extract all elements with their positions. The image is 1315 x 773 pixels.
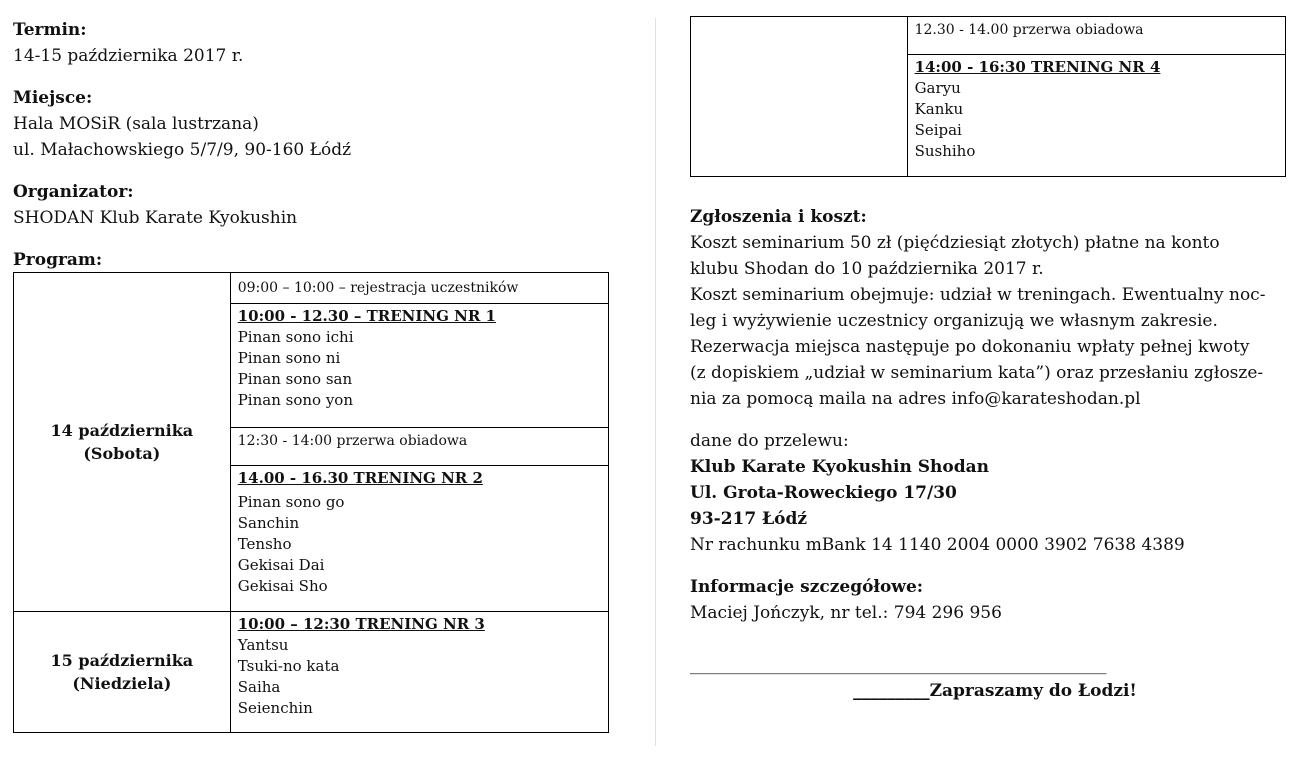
lunch-break-cell-2 bbox=[907, 17, 1285, 55]
kata-item: Gekisai Sho bbox=[237, 577, 328, 595]
zgloszenia-label: Zgłoszenia i koszt: bbox=[690, 207, 867, 227]
lunch-break-text-2: 12.30 - 14.00 przerwa obiadowa bbox=[914, 22, 1144, 38]
kata-item: Pinan sono ichi bbox=[237, 328, 354, 346]
kata-item: Pinan sono san bbox=[237, 370, 353, 388]
info-label: Informacje szczegółowe: bbox=[690, 577, 924, 597]
underline-rule: _________________________________________________ bbox=[690, 655, 1107, 675]
kata-item: Pinan sono yon bbox=[237, 391, 353, 409]
miejsce-label: Miejsce: bbox=[13, 88, 93, 108]
termin-value: 14-15 października 2017 r. bbox=[13, 46, 244, 66]
kata-item: Pinan sono ni bbox=[237, 349, 341, 367]
kata-item: Seipai bbox=[914, 121, 962, 139]
training3-cell bbox=[230, 612, 608, 733]
registration-text: 09:00 – 10:00 – rejestracja uczestników bbox=[237, 280, 519, 296]
training2-title: 14.00 - 16.30 TRENING NR 2 bbox=[237, 469, 483, 487]
kata-item: Gekisai Dai bbox=[237, 556, 325, 574]
lunch-break-cell bbox=[230, 428, 608, 466]
training2-cell bbox=[230, 466, 608, 612]
closing-text: _________Zapraszamy do Łodzi! bbox=[853, 681, 1137, 701]
day1-cell bbox=[14, 273, 231, 612]
termin-label: Termin: bbox=[13, 20, 87, 40]
zgloszenia-line: Rezerwacja miejsca następuje po dokonaniu wpłaty pełnej kwoty bbox=[690, 337, 1250, 357]
kata-item: Tsuki-no kata bbox=[237, 657, 340, 675]
day1-date: 14 października bbox=[50, 421, 194, 440]
kata-item: Seienchin bbox=[237, 699, 313, 717]
column-divider bbox=[655, 18, 656, 746]
day1-weekday: (Sobota) bbox=[83, 444, 161, 463]
info-section bbox=[690, 574, 1002, 626]
przelew-city: 93-217 Łódź bbox=[690, 509, 808, 529]
przelew-label: dane do przelewu: bbox=[690, 431, 849, 451]
zgloszenia-line: klubu Shodan do 10 października 2017 r. bbox=[690, 259, 1044, 279]
zgloszenia-line: Koszt seminarium obejmuje: udział w treningach. Ewentualny noc- bbox=[690, 285, 1266, 305]
miejsce-section bbox=[13, 85, 351, 163]
przelew-street: Ul. Grota-Roweckiego 17/30 bbox=[690, 483, 957, 503]
empty-day-cell bbox=[691, 17, 908, 177]
organizator-section bbox=[13, 179, 297, 231]
kata-item: Pinan sono go bbox=[237, 493, 345, 511]
program-label: Program: bbox=[13, 250, 103, 270]
transfer-section bbox=[690, 428, 1185, 558]
kata-item: Sushiho bbox=[914, 142, 976, 160]
training4-title: 14:00 - 16:30 TRENING NR 4 bbox=[914, 58, 1161, 76]
przelew-name: Klub Karate Kyokushin Shodan bbox=[690, 457, 990, 477]
miejsce-line1: Hala MOSiR (sala lustrzana) bbox=[13, 114, 259, 134]
registration-section bbox=[690, 204, 1300, 412]
info-value: Maciej Jończyk, nr tel.: 794 296 956 bbox=[690, 603, 1002, 623]
program-table bbox=[13, 272, 609, 733]
zgloszenia-line: (z dopiskiem „udział w seminarium kata”) oraz przesłaniu zgłosze- bbox=[690, 363, 1264, 383]
zgloszenia-line: leg i wyżywienie uczestnicy organizują we własnym zakresie. bbox=[690, 311, 1218, 331]
kata-item: Saiha bbox=[237, 678, 281, 696]
program-table-continued bbox=[690, 16, 1286, 177]
kata-item: Yantsu bbox=[237, 636, 289, 654]
lunch-break-text: 12:30 - 14:00 przerwa obiadowa bbox=[237, 433, 468, 449]
termin-section bbox=[13, 17, 243, 69]
day2-date: 15 października bbox=[50, 651, 194, 670]
miejsce-line2: ul. Małachowskiego 5/7/9, 90-160 Łódź bbox=[13, 140, 352, 160]
zgloszenia-line: Koszt seminarium 50 zł (pięćdziesiąt złotych) płatne na konto bbox=[690, 233, 1220, 253]
training1-cell bbox=[230, 304, 608, 428]
kata-item: Kanku bbox=[914, 100, 964, 118]
day2-weekday: (Niedziela) bbox=[72, 674, 172, 693]
kata-item: Garyu bbox=[914, 79, 961, 97]
kata-item: Sanchin bbox=[237, 514, 300, 532]
zgloszenia-line: nia za pomocą maila na adres info@karateshodan.pl bbox=[690, 389, 1141, 409]
organizator-label: Organizator: bbox=[13, 182, 134, 202]
training4-cell bbox=[907, 55, 1285, 177]
program-section bbox=[13, 247, 102, 273]
kata-item: Tensho bbox=[237, 535, 292, 553]
registration-cell bbox=[230, 273, 608, 304]
przelew-account: Nr rachunku mBank 14 1140 2004 0000 3902 7638 4389 bbox=[690, 535, 1185, 555]
organizator-value: SHODAN Klub Karate Kyokushin bbox=[13, 208, 298, 228]
closing-section bbox=[690, 652, 1300, 704]
training3-title: 10:00 – 12:30 TRENING NR 3 bbox=[237, 615, 485, 633]
training1-title: 10:00 - 12.30 – TRENING NR 1 bbox=[237, 307, 496, 325]
day2-cell bbox=[14, 612, 231, 733]
